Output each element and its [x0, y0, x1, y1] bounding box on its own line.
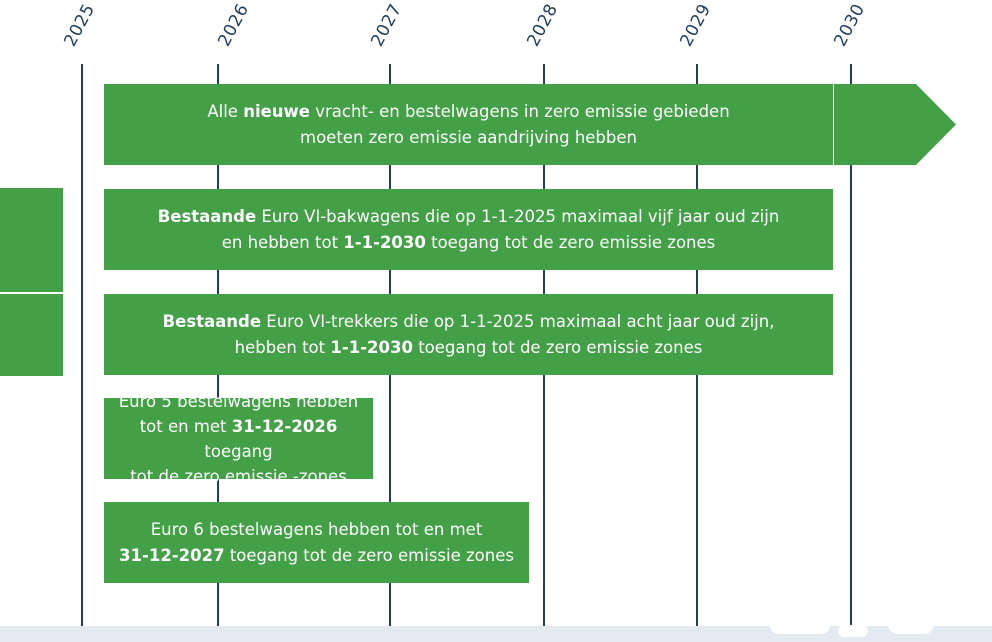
bar-text-line3: tot de zero emissie -zones — [130, 466, 347, 486]
gridline-2025 — [81, 64, 83, 629]
timeline-bar-euro6-trucks — [104, 189, 833, 270]
bar-text-bold: 31-12-2027 — [119, 545, 225, 565]
bar-text-post: toegang tot de zero emissie zones — [425, 232, 716, 252]
year-label-2030: 2030 — [830, 0, 870, 50]
bar-text-post: toegang tot de zero emissie zones — [412, 337, 703, 357]
arrow-head — [834, 84, 958, 165]
bar-text-line1: Euro 6 bestelwagens hebben tot en met — [150, 519, 483, 539]
bar-text-pre: tot en met — [139, 416, 232, 436]
cloud-decoration — [838, 625, 868, 637]
bar-text-bold: Bestaande — [157, 206, 257, 226]
cloud-decoration — [888, 614, 934, 634]
bar-text-pre: Alle — [207, 101, 244, 121]
bar-text — [119, 517, 514, 569]
bar-text-bold: 1-1-2030 — [330, 337, 413, 357]
bar-text — [163, 309, 775, 361]
cloud-decoration — [770, 616, 830, 634]
bar-text — [207, 99, 729, 151]
timeline-bar-new-vehicles — [104, 84, 833, 165]
left-edge-block-upper — [0, 188, 63, 292]
year-label-2028: 2028 — [523, 0, 563, 50]
bar-text-post: Euro VI-bakwagens die op 1-1-2025 maximaal vijf jaar oud zijn — [256, 206, 780, 226]
bar-text-bold: nieuwe — [243, 101, 310, 121]
bar-text-pre: en hebben tot — [221, 232, 344, 252]
timeline-bar-euro6-vans — [104, 502, 529, 583]
year-label-2026: 2026 — [214, 0, 254, 50]
year-label-2029: 2029 — [676, 0, 716, 50]
year-label-2025: 2025 — [60, 0, 100, 50]
left-edge-block-lower — [0, 294, 63, 376]
bar-text-bold: 1-1-2030 — [343, 232, 426, 252]
timeline-bar-euro6-tractors — [104, 294, 833, 375]
bar-text-pre: hebben tot — [234, 337, 331, 357]
bar-text-post: vracht- en bestelwagens in zero emissie gebieden — [309, 101, 730, 121]
bar-text-post: toegang — [204, 441, 273, 461]
bar-text-bold: Bestaande — [162, 311, 262, 331]
bar-text-line1: Euro 5 bestelwagens hebben — [118, 391, 359, 411]
bar-text-post: toegang tot de zero emissie zones — [224, 545, 514, 565]
bar-text-bold: 31-12-2026 — [231, 416, 338, 436]
bar-text-line2: moeten zero emissie aandrijving hebben — [300, 127, 637, 147]
bar-text — [158, 204, 780, 256]
timeline-bar-euro5-vans — [104, 391, 373, 486]
bar-text — [104, 389, 373, 489]
year-label-2027: 2027 — [367, 0, 407, 50]
bar-text-post: Euro VI-trekkers die op 1-1-2025 maximaal acht jaar oud zijn, — [261, 311, 775, 331]
